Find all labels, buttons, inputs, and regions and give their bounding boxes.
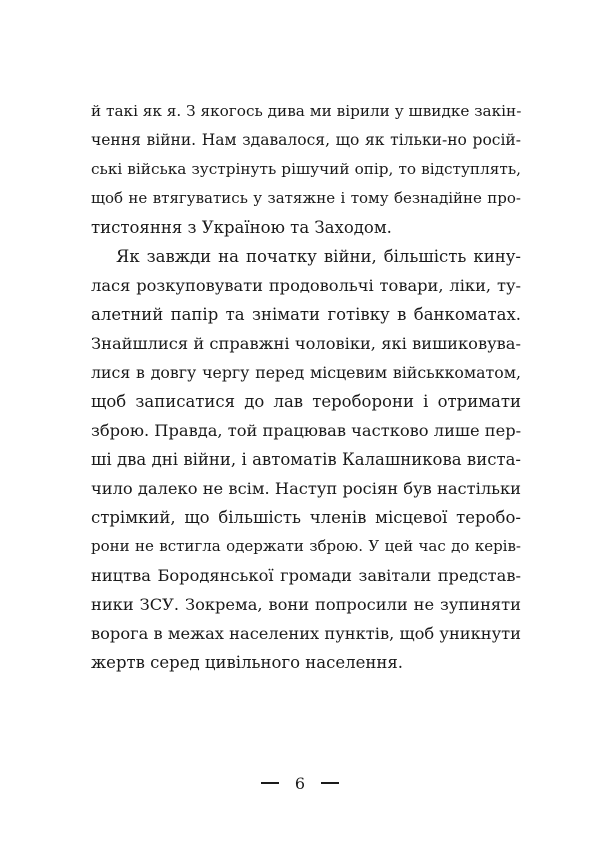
text-line: й такі як я. З якогось дива ми вірили у швидке закін-: [91, 102, 522, 120]
text-line: ші два дні війни, і автоматів Калашникова виста-: [91, 450, 521, 469]
text-line: рони не встигла одержати зброю. У цей час до керів-: [91, 537, 521, 555]
text-line: лася розкуповувати продовольчі товари, ліки, ту-: [91, 276, 521, 295]
text-line: жертв серед цивільного населення.: [91, 653, 404, 672]
text-line: щоб записатися до лав тероборони і отримати: [91, 392, 521, 411]
text-line: зброю. Правда, той працював частково лише пер-: [91, 421, 522, 440]
paragraph-1: [91, 97, 521, 242]
text-line: щоб не втягуватись у затяжне і тому безнадійне про-: [91, 189, 521, 207]
text-line: алетний папір та знімати готівку в банкоматах.: [91, 305, 521, 324]
page-footer: [0, 768, 600, 798]
text-line: стрімкий, що більшість членів місцевої теробо-: [91, 508, 521, 527]
text-line: Як завжди на початку війни, більшість кину-: [116, 247, 521, 266]
paragraph-2: [91, 242, 521, 677]
text-line: ські війська зустрінуть рішучий опір, то відступлять,: [91, 160, 521, 178]
text-line: тистояння з Україною та Заходом.: [91, 218, 392, 237]
text-line: чило далеко не всім. Наступ росіян був настільки: [91, 479, 521, 498]
text-line: ництва Бородянської громади завітали представ-: [91, 566, 521, 585]
text-line: ворога в межах населених пунктів, щоб уникнути: [91, 624, 521, 643]
footer-dash-right: [321, 782, 339, 783]
body-text: [91, 97, 521, 677]
text-line: лися в довгу чергу перед місцевим військкоматом,: [91, 363, 521, 382]
text-line: ники ЗСУ. Зокрема, вони попросили не зупиняти: [91, 595, 521, 614]
text-line: чення війни. Нам здавалося, що як тільки-но росій-: [91, 131, 521, 149]
text-line: Знайшлися й справжні чоловіки, які вишиковува-: [91, 334, 521, 353]
page-number: 6: [294, 773, 306, 793]
footer-dash-left: [261, 782, 279, 783]
